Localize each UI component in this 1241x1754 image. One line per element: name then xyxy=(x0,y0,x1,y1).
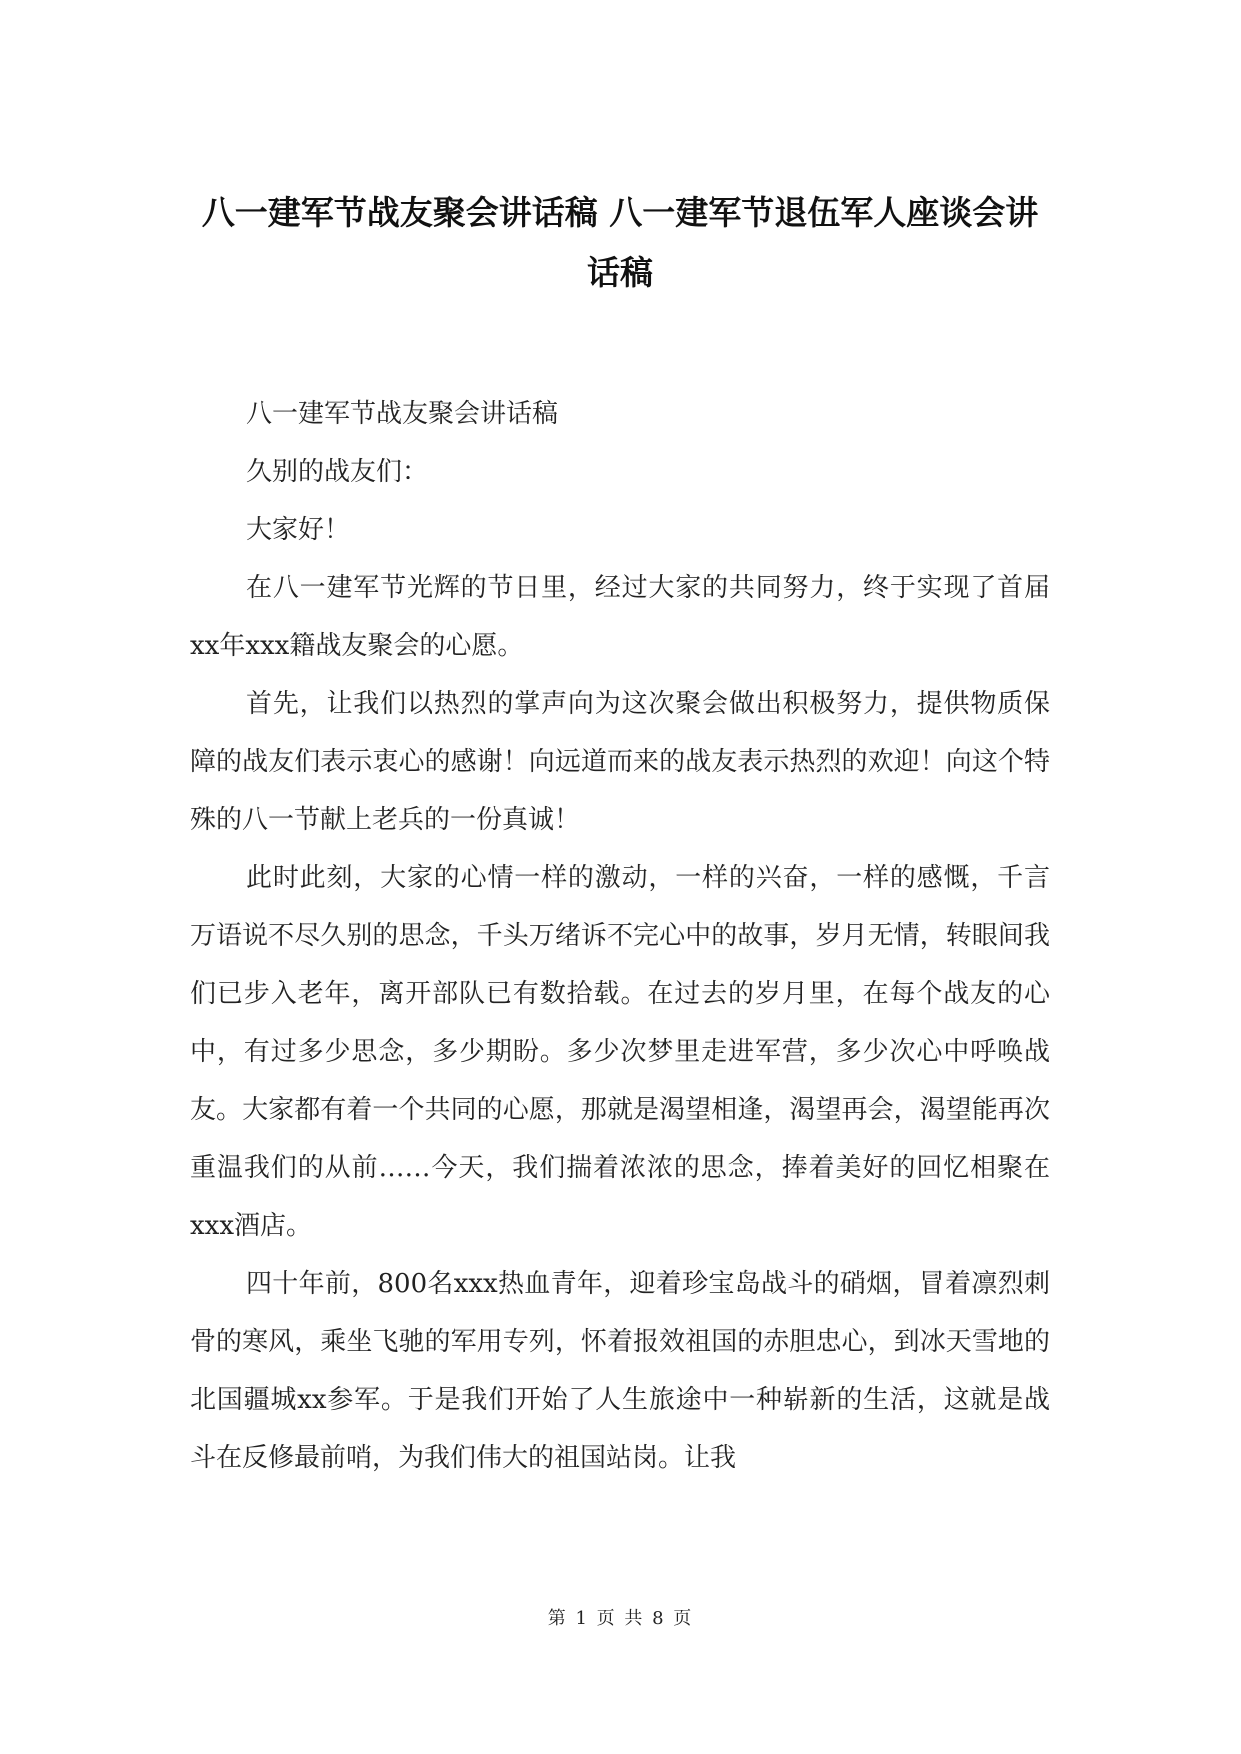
paragraph: 大家好！ xyxy=(246,515,351,545)
document-title xyxy=(180,183,1060,303)
page-footer: 第 1 页 共 8 页 xyxy=(547,1608,694,1629)
paragraph: 此时此刻，大家的心情一样的激动，一样的兴奋，一样的感慨，千言万语说不尽久别的思念，千头万绪诉不完心中的故事，岁月无情，转眼间我们已步入老年，离开部队已有数拾载。在过去的岁月里，在每个战友的心中，有过多少思念，多少期盼。多少次梦里走进军营，多少次心中呼唤战友。大家都有着一个共同的心愿，那就是渴望相逢，渴望再会，渴望能再次重温我们的从前……今天，我们揣着浓浓的思念，捧着美好的回忆相聚在xxx酒店。 xyxy=(190,863,1050,1241)
title-line-2: 话稿 xyxy=(587,253,653,292)
paragraph: 四十年前，800名xxx热血青年，迎着珍宝岛战斗的硝烟，冒着凛烈刺骨的寒风，乘坐飞驰的军用专列，怀着报效祖国的赤胆忠心，到冰天雪地的北国疆城xx参军。于是我们开始了人生旅途中一种崭新的生活，这就是战斗在反修最前哨，为我们伟大的祖国站岗。让我 xyxy=(190,1269,1050,1473)
document-body xyxy=(190,385,1050,1487)
paragraph: 久别的战友们： xyxy=(246,457,429,487)
paragraph: 在八一建军节光辉的节日里，经过大家的共同努力，终于实现了首届xx年xxx籍战友聚会的心愿。 xyxy=(190,573,1050,661)
paragraph: 首先，让我们以热烈的掌声向为这次聚会做出积极努力，提供物质保障的战友们表示衷心的感谢！向远道而来的战友表示热烈的欢迎！向这个特殊的八一节献上老兵的一份真诚！ xyxy=(190,689,1050,835)
paragraph: 八一建军节战友聚会讲话稿 xyxy=(246,399,559,429)
title-line-1: 八一建军节战友聚会讲话稿 八一建军节退伍军人座谈会讲 xyxy=(201,193,1039,232)
